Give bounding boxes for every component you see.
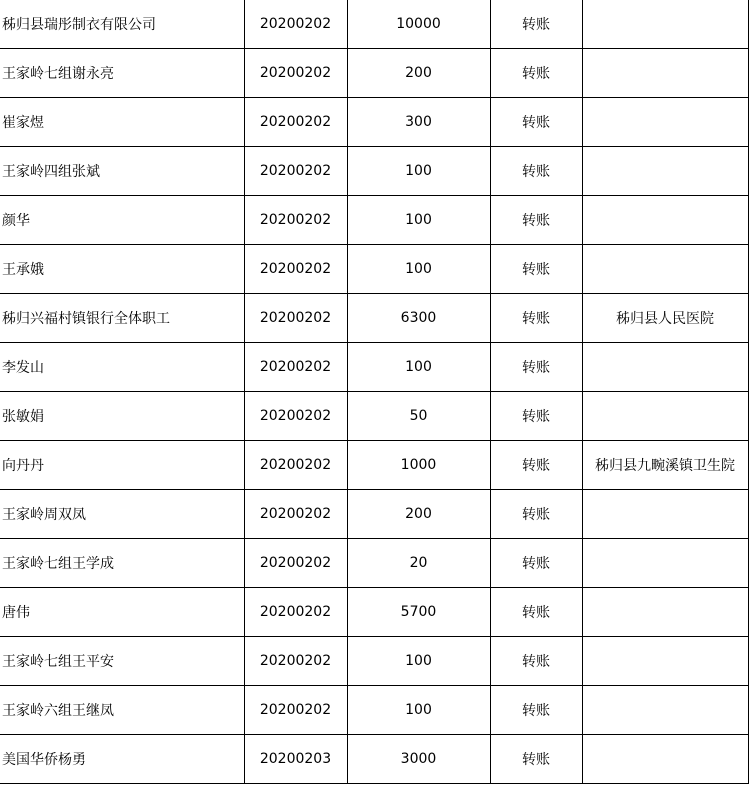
donor-name-cell: 王家岭七组王学成 (0, 539, 244, 588)
payment-method-cell: 转账 (490, 588, 582, 637)
donor-name-cell: 唐伟 (0, 588, 244, 637)
table-row (0, 49, 748, 98)
recipient-cell (582, 735, 748, 784)
date-cell: 20200202 (244, 490, 347, 539)
payment-method-cell: 转账 (490, 490, 582, 539)
recipient-cell (582, 196, 748, 245)
amount-cell: 5700 (347, 588, 490, 637)
date-cell: 20200202 (244, 343, 347, 392)
amount-cell: 1000 (347, 441, 490, 490)
recipient-cell (582, 147, 748, 196)
date-cell: 20200202 (244, 588, 347, 637)
date-cell: 20200202 (244, 392, 347, 441)
payment-method-cell: 转账 (490, 686, 582, 735)
donor-name-cell: 王家岭四组张斌 (0, 147, 244, 196)
recipient-cell: 秭归县九畹溪镇卫生院 (582, 441, 748, 490)
payment-method-cell: 转账 (490, 392, 582, 441)
donor-name-cell: 张敏娟 (0, 392, 244, 441)
recipient-cell (582, 637, 748, 686)
table-row (0, 735, 748, 784)
date-cell: 20200202 (244, 539, 347, 588)
date-cell: 20200202 (244, 196, 347, 245)
amount-cell: 200 (347, 490, 490, 539)
table-row (0, 686, 748, 735)
date-cell: 20200202 (244, 147, 347, 196)
payment-method-cell: 转账 (490, 294, 582, 343)
amount-cell: 100 (347, 637, 490, 686)
recipient-cell (582, 245, 748, 294)
date-cell: 20200202 (244, 98, 347, 147)
table-row (0, 392, 748, 441)
amount-cell: 100 (347, 245, 490, 294)
date-cell: 20200203 (244, 735, 347, 784)
amount-cell: 3000 (347, 735, 490, 784)
donor-name-cell: 王家岭七组王平安 (0, 637, 244, 686)
amount-cell: 50 (347, 392, 490, 441)
table-row (0, 0, 748, 49)
amount-cell: 100 (347, 343, 490, 392)
amount-cell: 10000 (347, 0, 490, 49)
date-cell: 20200202 (244, 294, 347, 343)
amount-cell: 6300 (347, 294, 490, 343)
date-cell: 20200202 (244, 686, 347, 735)
recipient-cell (582, 588, 748, 637)
recipient-cell (582, 392, 748, 441)
donor-name-cell: 秭归县瑞彤制衣有限公司 (0, 0, 244, 49)
table-row (0, 588, 748, 637)
recipient-cell (582, 343, 748, 392)
table-row (0, 196, 748, 245)
recipient-cell (582, 490, 748, 539)
payment-method-cell: 转账 (490, 637, 582, 686)
recipient-cell (582, 539, 748, 588)
recipient-cell: 秭归县人民医院 (582, 294, 748, 343)
payment-method-cell: 转账 (490, 98, 582, 147)
payment-method-cell: 转账 (490, 735, 582, 784)
date-cell: 20200202 (244, 637, 347, 686)
payment-method-cell: 转账 (490, 0, 582, 49)
amount-cell: 200 (347, 49, 490, 98)
table-row (0, 539, 748, 588)
amount-cell: 300 (347, 98, 490, 147)
donor-name-cell: 王家岭周双凤 (0, 490, 244, 539)
payment-method-cell: 转账 (490, 147, 582, 196)
donor-name-cell: 王家岭七组谢永亮 (0, 49, 244, 98)
amount-cell: 20 (347, 539, 490, 588)
recipient-cell (582, 0, 748, 49)
payment-method-cell: 转账 (490, 539, 582, 588)
table-row (0, 441, 748, 490)
donor-name-cell: 崔家煜 (0, 98, 244, 147)
recipient-cell (582, 98, 748, 147)
table-row (0, 490, 748, 539)
donor-name-cell: 王家岭六组王继凤 (0, 686, 244, 735)
donor-name-cell: 秭归兴福村镇银行全体职工 (0, 294, 244, 343)
payment-method-cell: 转账 (490, 245, 582, 294)
date-cell: 20200202 (244, 49, 347, 98)
table-row (0, 343, 748, 392)
recipient-cell (582, 686, 748, 735)
payment-method-cell: 转账 (490, 196, 582, 245)
amount-cell: 100 (347, 196, 490, 245)
amount-cell: 100 (347, 686, 490, 735)
donor-name-cell: 美国华侨杨勇 (0, 735, 244, 784)
donor-name-cell: 颜华 (0, 196, 244, 245)
donor-name-cell: 王承娥 (0, 245, 244, 294)
amount-cell: 100 (347, 147, 490, 196)
recipient-cell (582, 49, 748, 98)
date-cell: 20200202 (244, 245, 347, 294)
donor-name-cell: 向丹丹 (0, 441, 244, 490)
table-row (0, 637, 748, 686)
table-row (0, 147, 748, 196)
date-cell: 20200202 (244, 441, 347, 490)
table-row (0, 294, 748, 343)
payment-method-cell: 转账 (490, 49, 582, 98)
payment-method-cell: 转账 (490, 343, 582, 392)
date-cell: 20200202 (244, 0, 347, 49)
table-row (0, 245, 748, 294)
payment-method-cell: 转账 (490, 441, 582, 490)
table-row (0, 98, 748, 147)
donor-name-cell: 李发山 (0, 343, 244, 392)
